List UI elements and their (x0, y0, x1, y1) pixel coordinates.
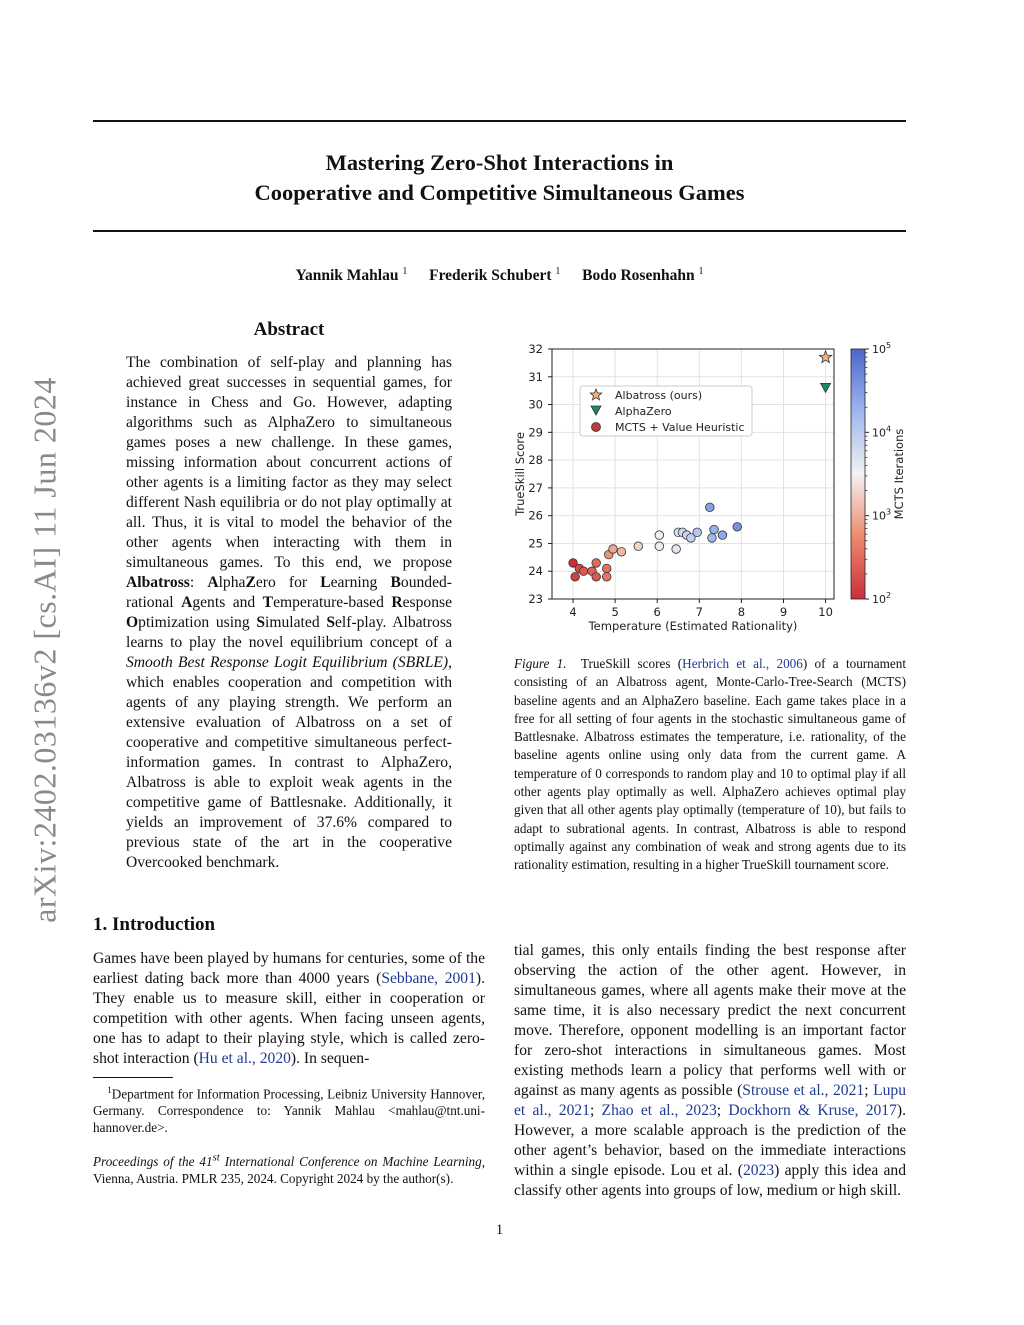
proceedings-text: Proceedings of the (93, 1154, 200, 1170)
intro-text: tial games, this only entails finding the best response after observing the action of the other agent. However, in simultaneous games, where all agents make their move at the same time, it is also necessary predict the next concurrent move. Therefore, opponent modelling is an important factor for zero-shot interactions in simultaneous games. Most existing methods learn a policy that performs well with or against as many agents as possible ( (514, 942, 906, 1099)
page-number: 1 (495, 1222, 504, 1238)
author-affiliation: 1 (698, 266, 704, 277)
intro-text: ) apply this idea and classify other agents into groups of low, medium or high skill. (514, 1162, 907, 1199)
acronym-rest: esponse (402, 594, 452, 611)
acronym-rest: ero for (255, 574, 321, 591)
title-line-1: Mastering Zero-Shot Interactions in (325, 150, 674, 175)
colorbar (851, 349, 865, 599)
abstract-body: The combination of self-play and planning has achieved great successes in sequential games, for instance in Chess and Go. However, adapting algorithms such as AlphaZero to simultaneous games poses a new challenge. In these games, missing information about concurrent actions of other agents is a limiting factor as they may select different Nash equilibria or do not play optimally at all. Thus, it is vital to model the behavior of the other agents when interacting with them in simultaneous games. To this end, we propose Albatross: AlphaZero for Learning Bounded-rational Agents and Temperature-based Response Optimization using Simulated Self-play. Albatross learns to play the novel equilibrium concept of a Smooth Best Response Logit Equilibrium (SBRLE), which enables cooperation and competition with agents of any playing strength. We perform an extensive evaluation of Albatross on a set of cooperative and competitive simultaneous perfect-information games. In contrast to AlphaZero, Albatross is able to exploit weak agents in the competitive game of Battlesnake. Additionally, it yields an improvement of 37.6% compared to previous state of the art in the cooperative Overcooked benchmark. (126, 354, 452, 871)
y-tick-label: 27 (528, 480, 543, 495)
abstract-text-2: Albatross learns to play the novel equilibrium concept of a (126, 614, 452, 651)
proceedings-number: 41 (199, 1154, 213, 1170)
x-tick-label: 4 (569, 605, 577, 619)
mcts-agent-point (609, 545, 618, 554)
x-tick-label: 5 (611, 605, 619, 619)
footnote-text: Department for Information Processing, Leibniz University Hannover, Germany. Correspondence to: Yannik Mahlau <mahlau@tnt.uni-hannover.de>. (93, 1086, 485, 1136)
acronym-letter: B (390, 574, 401, 591)
mcts-agent-point (592, 572, 601, 581)
author-name: Yannik Mahlau (295, 267, 399, 285)
intro-text: ; (716, 1102, 729, 1119)
colorbar-tick-label (872, 591, 891, 606)
y-tick-label: 24 (528, 564, 543, 579)
caption-label: Figure 1. (514, 656, 567, 671)
proceedings-text: International Conference on Machine Learning (219, 1154, 482, 1170)
affiliation-footnote (93, 1082, 485, 1136)
intro-text: ; (589, 1102, 602, 1119)
mcts-agent-point (706, 503, 715, 512)
introduction-heading: 1. Introduction (93, 914, 216, 935)
mcts-agent-point (710, 525, 719, 534)
author-affiliation: 1 (555, 266, 561, 277)
albatross-name: Albatross (126, 574, 190, 591)
author-affiliation: 1 (402, 266, 408, 277)
acronym-rest: earning (330, 574, 391, 591)
legend-label-albatross: Albatross (ours) (615, 389, 703, 402)
colorbar-tick-label (872, 508, 891, 523)
proceedings-ordinal: st (212, 1152, 220, 1164)
colorbar-tick-label (872, 341, 891, 356)
acronym-rest: lpha (218, 574, 246, 591)
legend-label-mcts: MCTS + Value Heuristic (615, 421, 745, 434)
mcts-agent-point (634, 542, 643, 551)
footnote-mark: 1 (107, 1085, 112, 1095)
chart-legend (580, 386, 752, 436)
acronym-letter: L (320, 574, 331, 591)
colorbar-tick-base: 10 (872, 343, 886, 356)
citation-link[interactable]: 2023 (742, 1162, 775, 1179)
y-tick-label: 25 (528, 536, 543, 551)
author-name: Bodo Rosenhahn (582, 267, 695, 285)
acronym-rest: imulated (265, 614, 327, 631)
intro-text: Games have been played by humans for centuries, some of the earliest dating back more than 4000 years ( (93, 950, 485, 987)
chart-points (569, 351, 832, 581)
intro-paragraph-right (514, 941, 906, 1201)
author-name: Frederik Schubert (429, 267, 552, 285)
acronym-rest: gents and (192, 594, 263, 611)
colorbar-tick-exponent: 5 (886, 341, 892, 350)
mcts-agent-point (693, 528, 702, 537)
x-tick-label: 10 (818, 605, 833, 619)
y-tick-label: 32 (528, 342, 543, 356)
colorbar-tick-exponent: 2 (886, 591, 892, 600)
citation-link[interactable]: Sebbane, 2001 (381, 970, 476, 987)
acronym-letter: S (326, 614, 335, 631)
acronym-letter: S (256, 614, 266, 631)
mcts-agent-point (592, 559, 601, 568)
x-tick-label: 6 (653, 605, 661, 619)
colorbar-tick-label (872, 424, 891, 439)
mcts-agent-point (718, 531, 727, 540)
citation-link[interactable]: Strouse et al., 2021 (742, 1082, 865, 1099)
acronym-rest: ptimization using (138, 614, 257, 631)
mcts-agent-point (733, 522, 742, 531)
intro-text: ; (864, 1082, 874, 1099)
acronym-rest: elf-play. (335, 614, 393, 631)
acronym-letter: A (181, 594, 193, 611)
caption-text: TrueSkill scores ( (580, 656, 683, 671)
mcts-agent-point (602, 564, 611, 573)
figure-caption (514, 655, 906, 875)
legend-label-alphazero: AlphaZero (615, 405, 672, 418)
x-axis-label: Temperature (Estimated Rationality) (588, 619, 798, 633)
colorbar-tick-exponent: 3 (886, 507, 892, 517)
author-list (93, 266, 906, 285)
acronym-letter: T (262, 594, 274, 611)
alphazero-point (821, 383, 831, 392)
legend-circle-marker (592, 423, 601, 432)
intro-text: ). They enable us to measure skill, either in cooperation or competition with other agents. When facing unseen agents, one has to adapt to their playing style, which is called zero-shot interaction ( (93, 970, 485, 1067)
citation-link[interactable]: Dockhorn & Kruse, 2017 (728, 1102, 897, 1119)
title-bottom-rule (93, 230, 906, 232)
paper-title (93, 148, 906, 208)
proceedings-text: , Vienna, Austria. PMLR 235, 2024. Copyright 2024 by the author(s). (93, 1154, 485, 1187)
title-line-2: Cooperative and Competitive Simultaneous Games (254, 180, 745, 205)
y-tick-label: 28 (528, 453, 543, 468)
mcts-agent-point (571, 572, 580, 581)
acronym-letter: A (207, 574, 219, 591)
caption-text: ) of a tournament consisting of an Albatross agent, Monte-Carlo-Tree-Search (MCTS) baseline agents and an AlphaZero baseline. Each game takes place in a free for all setting of four agents in the stochastic simultaneous game of Battlesnake. Albatross estimates the temperature, i.e. rationality, of the baseline agents online using only data from the current game. A temperature of 0 corresponds to random play and 10 to optimal play if all other agents play optimally as well. AlphaZero achieves optimal play given that all other agents play optimally (temperature of 10), but fails to adapt to subrational agents. In contrast, Albatross is able to respond optimally against any combination of weak and strong agents due to its rationality estimation, resulting in a higher TrueSkill tournament score. (514, 656, 906, 873)
citation-link[interactable]: Lupu et al., 2021 (514, 1082, 907, 1119)
colorbar-tick-base: 10 (872, 426, 886, 440)
y-tick-label: 31 (528, 369, 543, 384)
intro-text: ). In sequen- (290, 1050, 370, 1067)
colorbar-label: MCTS Iterations (892, 428, 906, 520)
colorbar-tick-base: 10 (872, 509, 886, 523)
sbrle-term: Smooth Best Response Logit Equilibrium (SBRLE) (126, 654, 449, 671)
abstract-heading: Abstract (253, 319, 325, 340)
mcts-agent-point (579, 567, 588, 576)
mcts-agent-point (672, 545, 681, 554)
abstract-text-1: The combination of self-play and planning has achieved great successes in sequential games, for instance in Chess and Go. However, adapting algorithms such as AlphaZero to simultaneous games poses a new challenge. In these games, missing information about concurrent actions of other agents is a limiting factor as they may select different Nash equilibria or do not play optimally at all. Thus, it is vital to model the behavior of the other agents when interacting with them in simultaneous games. To this end, we propose (126, 354, 452, 571)
x-tick-label: 7 (695, 605, 703, 619)
proceedings-note (93, 1150, 485, 1187)
acronym-letter: R (391, 594, 403, 611)
citation-link[interactable]: Zhao et al., 2023 (601, 1102, 717, 1119)
acronym-rest: emperature-based (273, 594, 392, 611)
colorbar-tick-exponent: 4 (886, 424, 892, 434)
y-axis-label: TrueSkill Score (513, 432, 527, 516)
arxiv-sidebar-id: arXiv:2402.03136v2 [cs.AI] 11 Jun 2024 (26, 377, 63, 923)
citation-link[interactable]: Herbrich et al., 2006 (682, 656, 803, 671)
mcts-agent-point (708, 534, 717, 543)
y-tick-label: 26 (528, 508, 543, 523)
title-top-rule (93, 120, 906, 122)
x-tick-label: 9 (779, 605, 788, 619)
trueskill-scatter-chart (505, 335, 915, 640)
acronym-letter: Z (245, 574, 256, 591)
x-tick-label: 8 (737, 605, 746, 619)
mcts-agent-point (655, 542, 664, 551)
mcts-agent-point (655, 531, 664, 540)
intro-text: ). However, a more scalable approach is the prediction of the other agent’s behavior, based on the immediate interactions within a single episode. Lou et al. ( (514, 1102, 906, 1179)
citation-link[interactable]: Hu et al., 2020 (198, 1050, 291, 1067)
colorbar-ticks (865, 341, 891, 606)
acronym-letter: O (126, 614, 139, 631)
y-tick-label: 29 (528, 425, 543, 440)
acronym-rest: ounded-rational (126, 574, 452, 611)
mcts-agent-point (617, 547, 626, 556)
y-tick-label: 30 (528, 397, 543, 412)
colorbar-tick-base: 10 (872, 593, 886, 606)
footnote-rule (93, 1077, 173, 1078)
abstract-text-3: , which enables cooperation and competition with agents of any playing strength. We perform an extensive evaluation of Albatross on a set of cooperative and competitive simultaneous perfect-information games. In contrast to AlphaZero, Albatross is able to exploit weak agents in the competitive game of Battlesnake. Additionally, it yields an improvement of 37.6% compared to previous state of the art in the cooperative Overcooked benchmark. (126, 654, 452, 871)
y-tick-label: 23 (528, 592, 543, 606)
mcts-agent-point (602, 572, 611, 581)
intro-paragraph-left (93, 949, 485, 1069)
